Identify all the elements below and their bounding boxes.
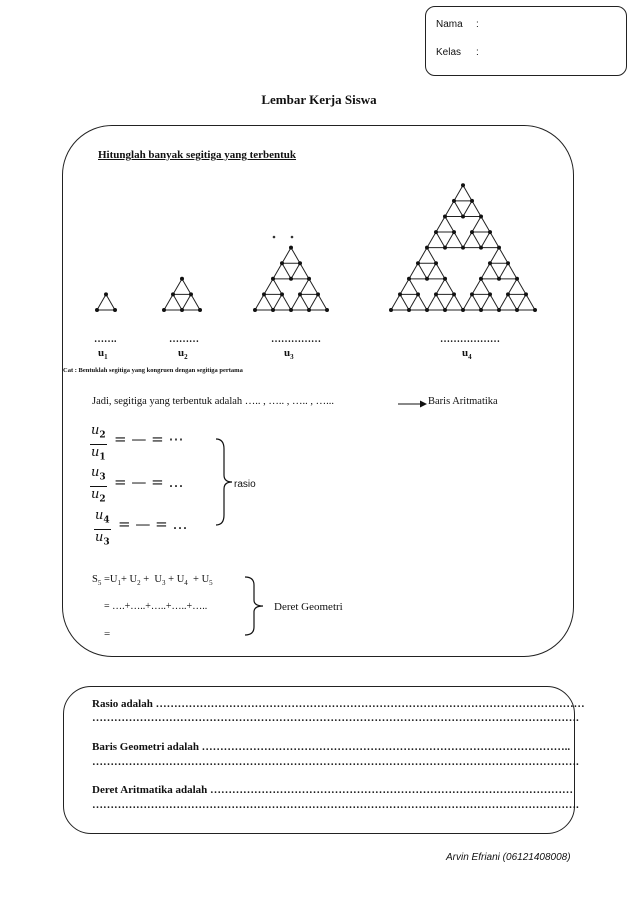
term-u2: U	[129, 574, 138, 585]
triangle-edge	[463, 232, 481, 248]
triangle-vertex-dot	[407, 277, 411, 281]
triangle-vertex-dot	[298, 292, 302, 296]
term-4-blank: ………………	[440, 334, 500, 345]
term-u4: U	[176, 574, 185, 585]
fraction-numerator: u	[91, 465, 100, 480]
triangle-edge	[282, 248, 300, 264]
triangle-vertex-dot	[262, 292, 266, 296]
fraction-numerator: u	[95, 508, 104, 523]
triangle-vertex-dot	[479, 215, 483, 219]
baris-aritmatika-label: Baris Aritmatika	[428, 396, 498, 407]
triangle-vertex-dot	[180, 308, 184, 312]
triangle-edge	[517, 294, 535, 310]
triangle-edge	[508, 279, 526, 295]
triangle-vertex-dot	[443, 246, 447, 250]
triangle-edge	[182, 294, 200, 310]
triangle-vertex-dot	[289, 308, 293, 312]
ratio-equation-2: = — = …	[114, 473, 184, 491]
term-u5: U	[201, 574, 210, 585]
fraction-subscript: 4	[103, 515, 110, 526]
triangle-vertex-dot	[425, 246, 429, 250]
triangle-vertex-dot	[497, 308, 501, 312]
triangle-vertex-dot	[271, 277, 275, 281]
triangle-edge	[463, 201, 481, 217]
triangle-vertex-dot	[434, 292, 438, 296]
fraction-subscript: 3	[99, 472, 106, 483]
rasio-label: rasio	[234, 479, 256, 490]
triangle-vertex-dot	[488, 261, 492, 265]
fraction-subscript: 2	[99, 430, 106, 441]
term-3-blank: ……………	[271, 334, 321, 345]
triangle-vertex-dot	[524, 292, 528, 296]
triangle-vertex-dot	[104, 292, 108, 296]
definition-baris-geometri: Baris Geometri adalah ………………………………………………………………………………………..	[92, 741, 571, 753]
triangle-edge	[427, 232, 445, 248]
deret-geometri-label: Deret Geometri	[274, 601, 343, 613]
plus-sign: +	[120, 574, 127, 585]
triangle-vertex-dot	[307, 277, 311, 281]
triangle-vertex-dot	[316, 292, 320, 296]
sierpinski-triangle-figures	[62, 168, 572, 328]
triangle-edge	[400, 279, 418, 295]
triangle-vertex-dot	[443, 277, 447, 281]
sum-blank-line: = ….+…..+…..+…..+…..	[104, 601, 208, 612]
triangle-vertex-dot	[479, 246, 483, 250]
triangle-vertex-dot	[470, 230, 474, 234]
s5-equals: =	[101, 574, 110, 585]
instruction-text: Hitunglah banyak segitiga yang terbentuk	[98, 149, 297, 161]
ratio-equation-3: = — = …	[118, 515, 188, 533]
plus-sign: +	[168, 574, 175, 585]
term-3-label	[284, 347, 294, 361]
triangle-edge	[472, 216, 490, 232]
triangle-vertex-dot	[253, 308, 257, 312]
triangle-edge	[300, 279, 318, 295]
s5-subscript: 5	[97, 579, 102, 588]
triangle-vertex-dot	[289, 277, 293, 281]
triangle-vertex-dot	[443, 308, 447, 312]
triangle-edge	[481, 294, 499, 310]
triangle-vertex-dot	[434, 230, 438, 234]
triangle-edge	[309, 294, 327, 310]
kelas-row	[436, 47, 479, 58]
triangle-vertex-dot	[325, 308, 329, 312]
triangle-edge	[264, 279, 282, 295]
triangle-vertex-dot	[506, 292, 510, 296]
triangle-vertex-dot	[461, 308, 465, 312]
triangle-edge	[463, 294, 481, 310]
definition-rasio: Rasio adalah ………………………………………………………………………………………………………	[92, 698, 585, 710]
triangle-edge	[472, 279, 490, 295]
triangle-edge	[499, 294, 517, 310]
triangle-vertex-dot	[280, 292, 284, 296]
author-credit: Arvin Efriani (06121408008)	[446, 852, 571, 863]
triangle-vertex-dot	[533, 308, 537, 312]
triangle-edge	[391, 294, 409, 310]
triangle-edge	[409, 294, 427, 310]
triangle-edge	[499, 263, 517, 279]
triangle-vertex-dot	[434, 261, 438, 265]
triangle-vertex-dot	[470, 199, 474, 203]
triangle-vertex-dot	[488, 230, 492, 234]
fraction-denominator: u	[91, 444, 100, 460]
triangle-edge	[454, 185, 472, 201]
triangle-vertex-dot	[488, 292, 492, 296]
triangle-edge	[273, 294, 291, 310]
triangle-vertex-dot	[398, 292, 402, 296]
triangle-edge	[164, 294, 182, 310]
cat-note: Cat : Bentuklah segitiga yang kongruen dengan segitiga pertama	[63, 367, 243, 374]
triangle-vertex-dot	[515, 308, 519, 312]
triangle-vertex-dot	[506, 261, 510, 265]
triangle-vertex-dot	[407, 308, 411, 312]
triangle-edge	[409, 263, 427, 279]
triangle-vertex-dot	[198, 308, 202, 312]
fraction-subscript: 2	[99, 494, 106, 505]
nama-label: Nama	[436, 19, 463, 30]
term-subscript: 4	[468, 353, 472, 362]
term-2-blank: ………	[169, 334, 199, 345]
triangle-edge	[291, 263, 309, 279]
term-label-u: u	[98, 347, 105, 359]
triangle-vertex-dot	[461, 246, 465, 250]
term-label-u: u	[284, 347, 291, 359]
triangle-vertex-dot	[389, 308, 393, 312]
right-brace-icon	[214, 437, 234, 527]
nama-row	[436, 19, 479, 30]
triangle-vertex-dot	[307, 308, 311, 312]
triangle-vertex-dot	[271, 308, 275, 312]
triangle-vertex-dot	[425, 308, 429, 312]
triangle-vertex-dot	[497, 246, 501, 250]
definition-blank-line: …………………………………………………………………………………………………………………….	[92, 756, 579, 768]
triangle-vertex-dot	[416, 292, 420, 296]
term-u3: U	[154, 574, 163, 585]
triangle-edge	[490, 248, 508, 264]
definition-blank-line: …………………………………………………………………………………………………………………….	[92, 799, 579, 811]
triangle-edge	[427, 263, 445, 279]
triangle-vertex-dot	[479, 308, 483, 312]
ratio-fraction-2	[90, 465, 107, 507]
stray-dot	[273, 236, 276, 239]
triangle-edge	[97, 294, 115, 310]
triangle-vertex-dot	[425, 277, 429, 281]
fraction-subscript: 3	[103, 537, 110, 548]
arrow-right-icon	[398, 399, 428, 409]
triangle-vertex-dot	[298, 261, 302, 265]
triangle-vertex-dot	[189, 292, 193, 296]
s5-symbol: S	[92, 574, 98, 585]
fraction-denominator: u	[91, 486, 100, 502]
ratio-fraction-3	[94, 508, 111, 550]
triangle-vertex-dot	[162, 308, 166, 312]
triangle-vertex-dot	[180, 277, 184, 281]
triangle-edge	[445, 294, 463, 310]
term-2-label	[178, 347, 188, 361]
s5-formula: $S_5 =U_1+ U_2 + U_3 + U_4 + U_5$	[92, 574, 213, 588]
definition-deret-aritmatika: Deret Aritmatika adalah ………………………………………………………………………………………	[92, 784, 574, 796]
term-1-blank: …….	[94, 334, 117, 345]
plus-sign: +	[143, 574, 150, 585]
equals-blank-line: =	[104, 628, 111, 640]
triangle-vertex-dot	[452, 199, 456, 203]
triangle-vertex-dot	[479, 277, 483, 281]
triangle-edge	[445, 232, 463, 248]
student-identity-box	[425, 6, 627, 76]
page-title: Lembar Kerja Siswa	[261, 92, 377, 107]
ratio-fraction-1	[90, 423, 107, 465]
term-4-label	[462, 347, 472, 361]
term-1-label	[98, 347, 108, 361]
term-label-u: u	[178, 347, 185, 359]
definition-blank-line: …………………………………………………………………………………………………………………….	[92, 712, 579, 724]
triangle-edge	[173, 279, 191, 295]
triangle-edge	[291, 294, 309, 310]
triangle-edge	[427, 294, 445, 310]
conclusion-text: Jadi, segitiga yang terbentuk adalah ….. , ….. , ….. , …...	[92, 396, 335, 407]
triangle-edge	[273, 263, 291, 279]
triangle-edge	[445, 201, 463, 217]
triangle-vertex-dot	[452, 292, 456, 296]
triangle-edge	[418, 248, 436, 264]
triangle-vertex-dot	[280, 261, 284, 265]
triangle-vertex-dot	[171, 292, 175, 296]
term-subscript: 1	[104, 353, 108, 362]
fraction-numerator: u	[91, 423, 100, 438]
triangle-edge	[436, 216, 454, 232]
ratio-equation-1: = — = ⋯	[114, 430, 184, 448]
triangle-vertex-dot	[113, 308, 117, 312]
triangle-edge	[436, 279, 454, 295]
triangle-vertex-dot	[470, 292, 474, 296]
fraction-denominator: u	[95, 529, 104, 545]
fraction-subscript: 1	[99, 452, 106, 463]
kelas-label: Kelas	[436, 47, 462, 58]
term-subscript: 3	[290, 353, 294, 362]
kelas-colon: :	[476, 47, 479, 58]
stray-dot	[291, 236, 294, 239]
plus-sign: +	[193, 574, 199, 585]
triangle-vertex-dot	[497, 277, 501, 281]
triangle-vertex-dot	[416, 261, 420, 265]
term-u1: U	[109, 574, 118, 585]
triangle-vertex-dot	[461, 215, 465, 219]
triangle-vertex-dot	[95, 308, 99, 312]
triangle-edge	[481, 263, 499, 279]
triangle-vertex-dot	[289, 246, 293, 250]
triangle-vertex-dot	[461, 183, 465, 187]
triangle-edge	[481, 232, 499, 248]
term-subscript: 2	[184, 353, 188, 362]
right-brace-icon	[243, 575, 265, 637]
triangle-vertex-dot	[515, 277, 519, 281]
term-label-u: u	[462, 347, 469, 359]
nama-colon: :	[476, 19, 479, 30]
triangle-vertex-dot	[452, 230, 456, 234]
triangle-edge	[255, 294, 273, 310]
triangle-vertex-dot	[443, 215, 447, 219]
